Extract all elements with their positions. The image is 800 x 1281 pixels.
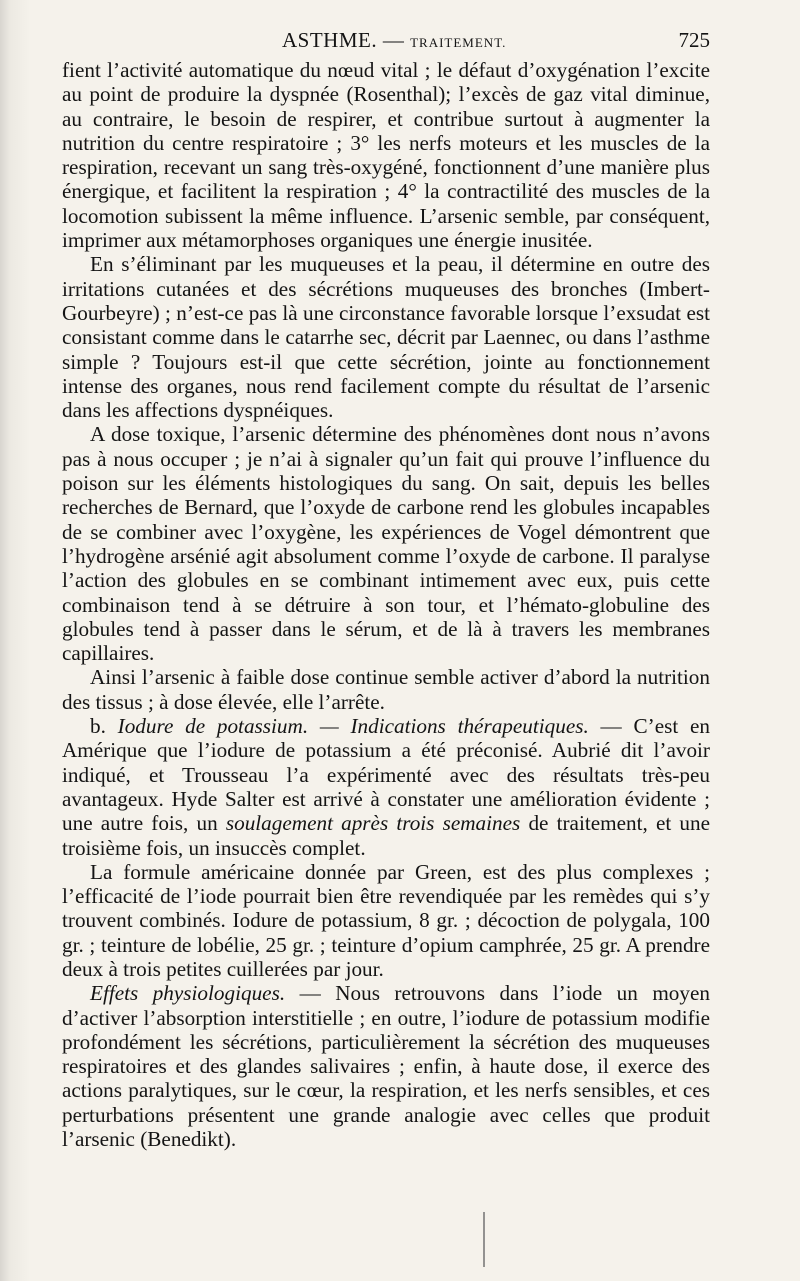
paragraph-text: — Nous retrouvons dans l’iode un moyen d’activer l’absorption interstitielle ; en outre, l’iodure de potassium modifie profondément les sécrétions, particulièrement la sécrétion des muqueuses respiratoires et des glandes salivaires ; enfin, à haute dose, il exerce des actions paralytiques, sur le cœur, la respiration, et les nerfs sensibles, et ces perturbations présentent une grande analogie avec celles que produit l’arsenic (Benedikt). [62,981,710,1152]
italic-text: soulagement après trois semaines [225,811,521,836]
header-dash: — [382,28,405,52]
paragraph [62,422,710,665]
italic-text: Effets physiologiques. [90,981,286,1006]
paragraph [62,981,710,1151]
paragraph-text: fient l’activité automatique du nœud vital ; le défaut d’oxygénation l’excite au point de produire la dyspnée (Rosenthal); l’excès de gaz vital diminue, au contraire, le besoin de respirer, et contribue surtout à augmenter la nutrition du centre respiratoire ; 3° les nerfs moteurs et les muscles de la respiration, recevant un sang très-oxygéné, fonctionnent d’une manière plus énergique, et facilitent la respiration ; 4° la contractilité des muscles de la locomotion subissent la même influence. L’arsenic semble, par conséquent, imprimer aux métamorphoses organiques une énergie inusitée. [62,58,710,253]
page-number: 725 [678,28,710,52]
paragraph-text: de traitement, et une troisième fois, un insuccès complet. [62,811,710,860]
header-subtitle: TRAITEMENT. [410,35,507,50]
paragraph-text: La formule américaine donnée par Green, est des plus complexes ; l’efficacité de l’iode pourrait bien être revendiquée par les remèdes qui s’y trouvent combinés. Iodure de potassium, 8 gr. ; décoction de polygala, 100 gr. ; teinture de lobélie, 25 gr. ; teinture d’opium camphrée, 25 gr. A prendre deux à trois petites cuillerées par jour. [62,859,710,981]
paragraph-text: — C’est en Amérique que l’iodure de potassium a été préconisé. Aubrié dit l’avoir indiqué, et Trousseau l’a expérimenté avec des résultats très-peu avantageux. Hyde Salter est arrivé à constater une amélioration évidente ; une autre fois, un [62,714,710,836]
paragraph [62,665,710,714]
scan-artifact-line [483,1212,485,1267]
paragraph-text: En s’éliminant par les muqueuses et la peau, il détermine en outre des irritations cutanées et des sécrétions muqueuses des bronches (Imbert-Gourbeyre) ; n’est-ce pas là une circonstance favorable lorsque l’exsudat est consistant comme dans le catarrhe sec, décrit par Laennec, ou dans l’asthme simple ? Toujours est-il que cette sécrétion, jointe au fonctionnement intense des organes, nous rend facilement compte du résultat de l’arsenic dans les affections dyspnéiques. [62,252,710,423]
paragraph [62,714,710,860]
paragraph-text: A dose toxique, l’arsenic détermine des phénomènes dont nous n’avons pas à nous occuper ; je n’ai à signaler qu’un fait qui prouve l’influence du poison sur les éléments histologiques du sang. On sait, depuis les belles recherches de Bernard, que l’oxyde de carbone rend les globules incapables de se combiner avec l’oxygène, les expériences de Vogel démontrent que l’hydrogène arsénié agit absolument comme l’oxyde de carbone. Il paralyse l’action des globules en se combinant intimement avec eux, puis cette combinaison tend à se détruire à son tour, et l’hémato-globuline des globules tend à passer dans le sérum, et de là à travers les membranes capillaires. [62,422,710,666]
body-text [62,58,710,1151]
running-header [70,28,710,58]
paragraph [62,252,710,422]
italic-text: Iodure de potassium. — Indications thérapeutiques. [117,714,589,739]
paragraph [62,58,710,252]
running-title [282,28,506,53]
header-title: ASTHME. [282,28,378,52]
paragraph-text: b. [90,714,118,739]
paragraph [62,860,710,981]
paragraph-text: Ainsi l’arsenic à faible dose continue semble activer d’abord la nutrition des tissus ; à dose élevée, elle l’arrête. [62,665,710,714]
